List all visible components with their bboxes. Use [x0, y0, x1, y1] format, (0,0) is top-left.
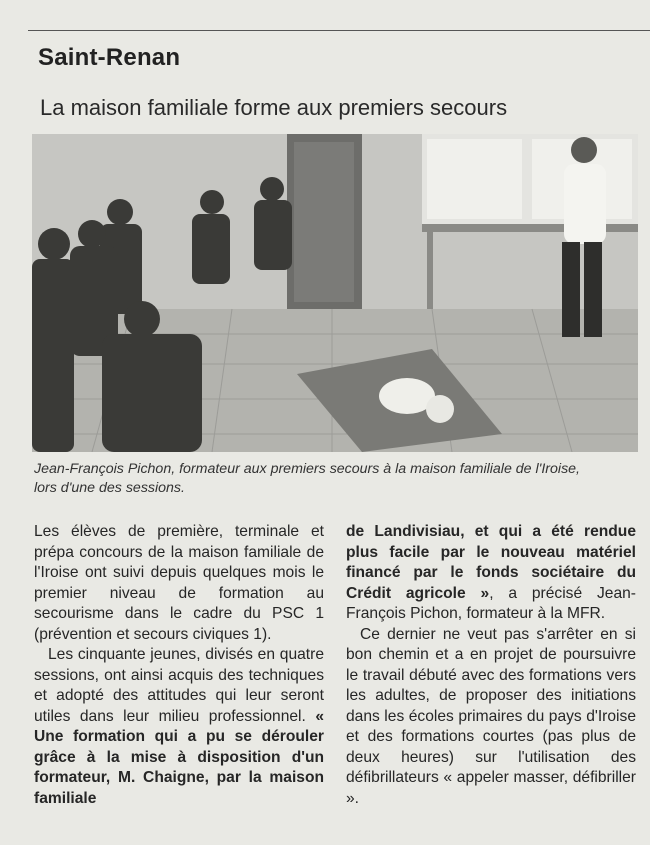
right-paragraph-1: [346, 522, 636, 625]
right-paragraph-2: Ce dernier ne veut pas s'arrêter en si bon chemin et a en projet de poursuivre le travail débuté avec des formations vers les adultes, de proposer des initiations dans les écoles primaires du pays d'Iroise et des formations courtes (pas plus de deux heures) sur l'utilisation des défibrillateurs « appeler masser, défibriller ».: [346, 625, 636, 807]
photo-caption: Jean-François Pichon, formateur aux premiers secours à la maison familiale de l'Iroise, lors d'une des sessions.: [34, 461, 581, 496]
article-column-left: [34, 522, 324, 809]
left-paragraph-1: Les élèves de première, terminale et prépa concours de la maison familiale de l'Iroise ont suivi depuis quelques mois le premier niveau de formation au secourisme dans le cadre du PSC 1 (prévention et secours civiques 1).: [34, 523, 324, 643]
top-rule: [28, 30, 650, 31]
training-photo-icon: [32, 134, 638, 452]
right-paragraph-1-text: , a précisé Jean-François Pichon, formateur à la MFR.: [346, 584, 636, 622]
right-paragraph-1-quote: de Landivisiau, et qui a été rendue plus facile par le nouveau matériel financé par le fonds sociétaire du Crédit agricole »: [346, 523, 636, 602]
section-title: Saint-Renan: [38, 44, 181, 71]
article-photo: [32, 134, 638, 452]
article-headline: La maison familiale forme aux premiers secours: [40, 95, 508, 120]
left-paragraph-2: [34, 645, 324, 809]
left-paragraph-2-quote: « Une formation qui a pu se dérouler grâce à la mise à disposition d'un formateur, M. Chaigne, par la maison familiale: [34, 707, 324, 807]
article-column-right: [346, 522, 636, 809]
left-paragraph-2-text: Les cinquante jeunes, divisés en quatre sessions, ont ainsi acquis des techniques et adopté des attitudes qui leur seront utiles dans leur milieu professionnel.: [34, 646, 324, 725]
